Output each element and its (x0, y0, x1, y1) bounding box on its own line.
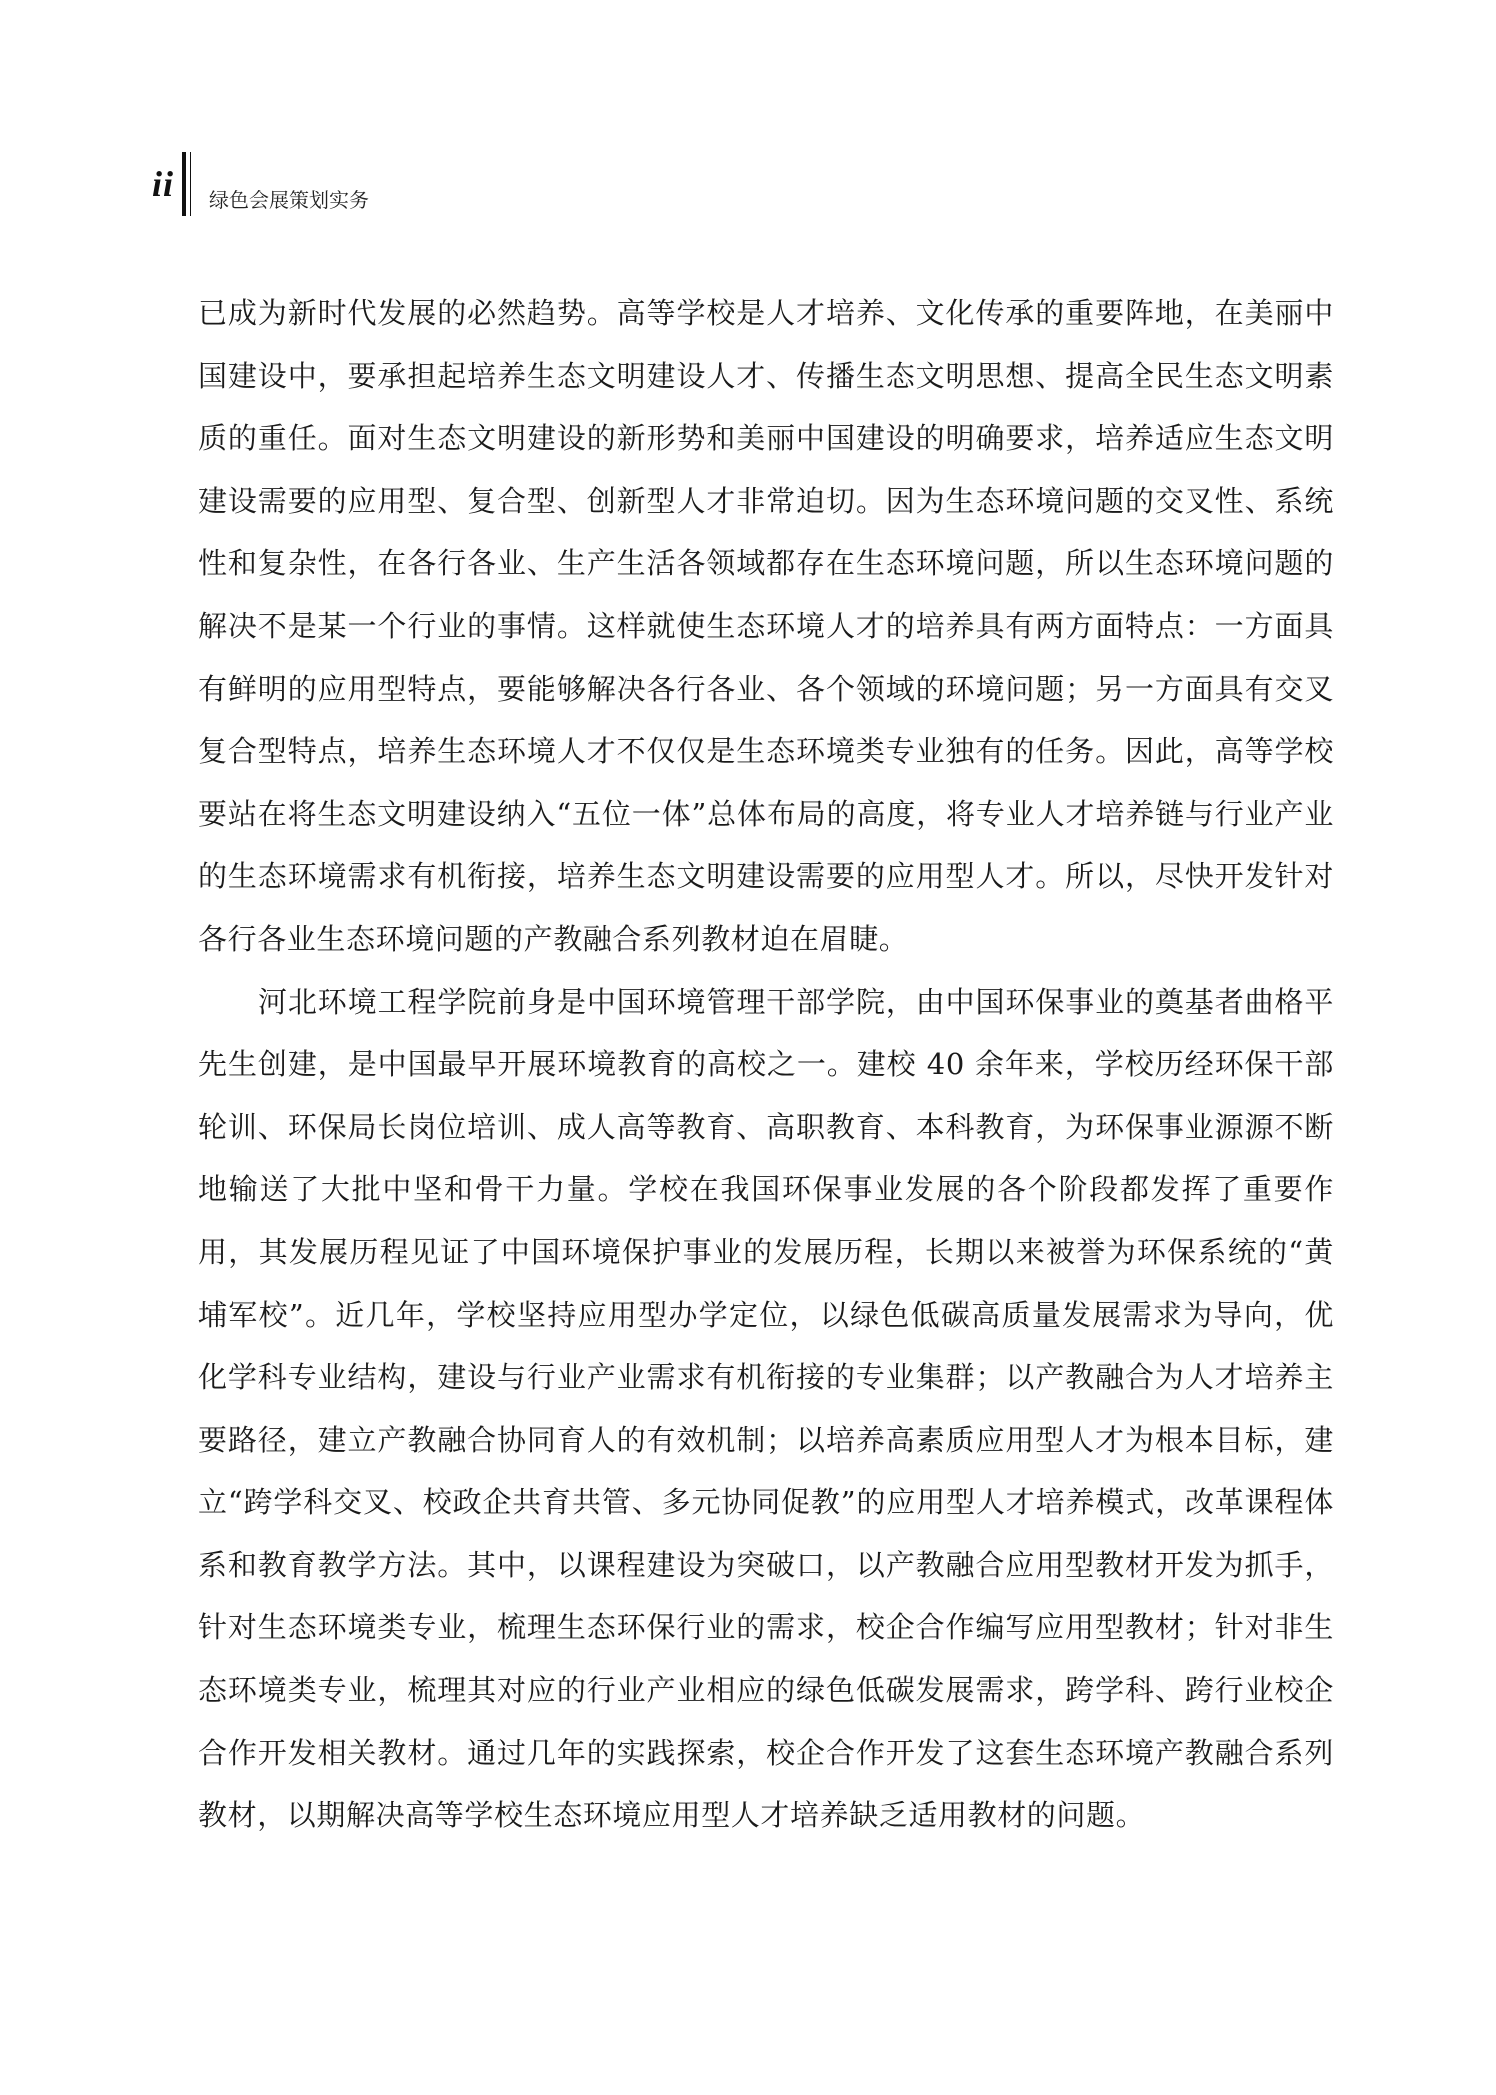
body-paragraph: 河北环境工程学院前身是中国环境管理干部学院，由中国环保事业的奠基者曲格平先生创建，是中国最早开展环境教育的高校之一。建校 40 余年来，学校历经环保干部轮训、环保局长岗位培训、成人高等教育、高职教育、本科教育，为环保事业源源不断地输送了大批中坚和骨干力量。学校在我国环保事业发展的各个阶段都发挥了重要作用，其发展历程见证了中国环境保护事业的发展历程，长期以来被誉为环保系统的“黄埔军校”。近几年，学校坚持应用型办学定位，以绿色低碳高质量发展需求为导向，优化学科专业结构，建设与行业产业需求有机衔接的专业集群；以产教融合为人才培养主要路径，建立产教融合协同育人的有效机制；以培养高素质应用型人才为根本目标，建立“跨学科交叉、校政企共育共管、多元协同促教”的应用型人才培养模式，改革课程体系和教育教学方法。其中，以课程建设为突破口，以产教融合应用型教材开发为抓手，针对生态环境类专业，梳理生态环保行业的需求，校企合作编写应用型教材；针对非生态环境类专业，梳理其对应的行业产业相应的绿色低碳发展需求，跨学科、跨行业校企合作开发相关教材。通过几年的实践探索，校企合作开发了这套生态环境产教融合系列教材，以期解决高等学校生态环境应用型人才培养缺乏适用教材的问题。 (198, 984, 1334, 1833)
book-title: 绿色会展策划实务 (209, 187, 370, 212)
running-header (152, 152, 369, 216)
header-divider-thick (182, 152, 186, 216)
header-divider-thin (190, 152, 191, 216)
page-body (198, 282, 1334, 1847)
body-paragraph-continued: 已成为新时代发展的必然趋势。高等学校是人才培养、文化传承的重要阵地，在美丽中国建设中，要承担起培养生态文明建设人才、传播生态文明思想、提高全民生态文明素质的重任。面对生态文明建设的新形势和美丽中国建设的明确要求，培养适应生态文明建设需要的应用型、复合型、创新型人才非常迫切。因为生态环境问题的交叉性、系统性和复杂性，在各行各业、生产生活各领域都存在生态环境问题，所以生态环境问题的解决不是某一个行业的事情。这样就使生态环境人才的培养具有两方面特点：一方面具有鲜明的应用型特点，要能够解决各行各业、各个领域的环境问题；另一方面具有交叉复合型特点，培养生态环境人才不仅仅是生态环境类专业独有的任务。因此，高等学校要站在将生态文明建设纳入“五位一体”总体布局的高度，将专业人才培养链与行业产业的生态环境需求有机衔接，培养生态文明建设需要的应用型人才。所以，尽快开发针对各行各业生态环境问题的产教融合系列教材迫在眉睫。 (198, 296, 1334, 956)
page-number: ii (152, 164, 175, 204)
